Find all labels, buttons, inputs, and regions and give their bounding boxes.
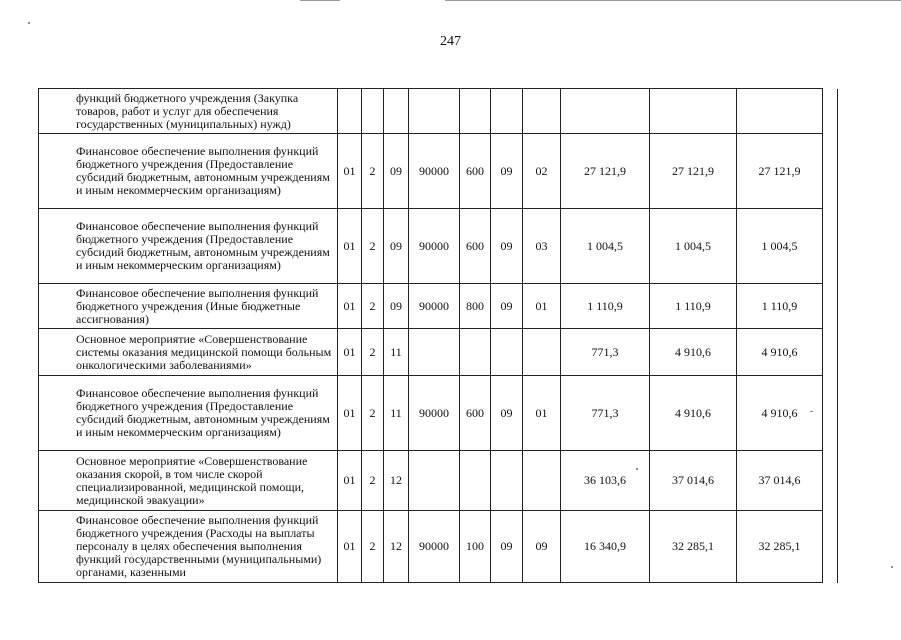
code-cell-c7: 01 (523, 284, 561, 329)
code-cell-c2: 2 (362, 451, 384, 511)
margin-cell (823, 134, 838, 209)
amount-cell-a1: 27 121,9 (561, 134, 650, 209)
code-cell-c5: 600 (460, 376, 491, 451)
code-cell-c7: 03 (523, 209, 561, 284)
code-cell-c4: 90000 (409, 376, 460, 451)
code-cell-c3: 09 (384, 134, 409, 209)
code-cell-c2: 2 (362, 511, 384, 583)
code-cell-c5: 600 (460, 134, 491, 209)
code-cell-c7 (523, 329, 561, 376)
amount-cell-a3: 27 121,9 (737, 134, 823, 209)
row-description: Основное мероприятие «Совершенствование системы оказания медицинской помощи больным онкологическими заболеваниями» (39, 329, 338, 376)
code-cell-c3: 12 (384, 511, 409, 583)
code-cell-c2: 2 (362, 376, 384, 451)
code-cell-c7 (523, 89, 561, 134)
amount-cell-a2 (650, 89, 737, 134)
code-cell-c2: 2 (362, 134, 384, 209)
code-cell-c2: 2 (362, 284, 384, 329)
amount-cell-a2: 37 014,6 (650, 451, 737, 511)
row-description: Основное мероприятие «Совершенствование оказания скорой, в том числе скорой специализированной, медицинской помощи, медицинской эвакуации» (39, 451, 338, 511)
table-row (39, 451, 838, 511)
margin-cell (823, 329, 838, 376)
amount-cell-a1: 16 340,9 (561, 511, 650, 583)
code-cell-c6: 09 (491, 284, 523, 329)
amount-cell-a3: 4 910,6 (737, 376, 823, 451)
code-cell-c7: 09 (523, 511, 561, 583)
row-description: Финансовое обеспечение выполнения функций бюджетного учреждения (Предоставление субсидий бюджетным, автономным учреждениям и иным некоммерческим организациям) (39, 209, 338, 284)
margin-cell (823, 376, 838, 451)
code-cell-c7: 01 (523, 376, 561, 451)
amount-cell-a2: 4 910,6 (650, 376, 737, 451)
amount-cell-a3: 4 910,6 (737, 329, 823, 376)
scan-edge-line (445, 0, 901, 1)
code-cell-c1: 01 (338, 511, 362, 583)
amount-cell-a3: 1 110,9 (737, 284, 823, 329)
code-cell-c6 (491, 329, 523, 376)
table-row (39, 209, 838, 284)
amount-cell-a1: 771,3 (561, 376, 650, 451)
code-cell-c3: 09 (384, 209, 409, 284)
scan-mark: - (810, 406, 814, 417)
row-description: Финансовое обеспечение выполнения функций бюджетного учреждения (Расходы на выплаты персоналу в целях обеспечения выполнения функций государственными (муниципальными) органами, казенными (39, 511, 338, 583)
margin-cell (823, 511, 838, 583)
row-description: Финансовое обеспечение выполнения функций бюджетного учреждения (Иные бюджетные ассигнования) (39, 284, 338, 329)
code-cell-c6: 09 (491, 376, 523, 451)
code-cell-c5 (460, 89, 491, 134)
scan-speck (891, 566, 893, 568)
amount-cell-a1 (561, 89, 650, 134)
amount-cell-a1: 1 110,9 (561, 284, 650, 329)
code-cell-c6: 09 (491, 209, 523, 284)
code-cell-c7 (523, 451, 561, 511)
amount-cell-a2: 4 910,6 (650, 329, 737, 376)
amount-cell-a1: 36 103,6 (561, 451, 650, 511)
row-description: Финансовое обеспечение выполнения функций бюджетного учреждения (Предоставление субсидий бюджетным, автономным учреждениям и иным некоммерческим организациям) (39, 376, 338, 451)
row-description: Финансовое обеспечение выполнения функций бюджетного учреждения (Предоставление субсидий бюджетным, автономным учреждениям и иным некоммерческим организациям) (39, 134, 338, 209)
scan-edge-line (300, 0, 340, 1)
amount-cell-a1: 771,3 (561, 329, 650, 376)
code-cell-c4: 90000 (409, 209, 460, 284)
table-row (39, 89, 838, 134)
row-description: функций бюджетного учреждения (Закупка товаров, работ и услуг для обеспечения государственных (муниципальных) нужд) (39, 89, 338, 134)
amount-cell-a2: 1 110,9 (650, 284, 737, 329)
code-cell-c4 (409, 329, 460, 376)
code-cell-c3: 11 (384, 329, 409, 376)
code-cell-c2: 2 (362, 329, 384, 376)
code-cell-c2: 2 (362, 209, 384, 284)
table-row (39, 134, 838, 209)
code-cell-c6 (491, 451, 523, 511)
code-cell-c6: 09 (491, 511, 523, 583)
table-row (39, 376, 838, 451)
code-cell-c3: 09 (384, 284, 409, 329)
amount-cell-a2: 1 004,5 (650, 209, 737, 284)
code-cell-c1: 01 (338, 209, 362, 284)
code-cell-c1: 01 (338, 329, 362, 376)
margin-cell (823, 89, 838, 134)
code-cell-c3: 12 (384, 451, 409, 511)
code-cell-c4: 90000 (409, 284, 460, 329)
amount-cell-a1: 1 004,5 (561, 209, 650, 284)
page-number: 247 (440, 34, 461, 49)
budget-table (38, 88, 838, 583)
table-row (39, 511, 838, 583)
code-cell-c1: 01 (338, 451, 362, 511)
code-cell-c6: 09 (491, 134, 523, 209)
code-cell-c5 (460, 451, 491, 511)
amount-cell-a2: 32 285,1 (650, 511, 737, 583)
code-cell-c1 (338, 89, 362, 134)
code-cell-c3 (384, 89, 409, 134)
scan-speck (28, 22, 30, 24)
code-cell-c4: 90000 (409, 511, 460, 583)
code-cell-c3: 11 (384, 376, 409, 451)
code-cell-c1: 01 (338, 284, 362, 329)
table-row (39, 284, 838, 329)
code-cell-c5: 800 (460, 284, 491, 329)
code-cell-c6 (491, 89, 523, 134)
amount-cell-a3: 1 004,5 (737, 209, 823, 284)
code-cell-c4: 90000 (409, 134, 460, 209)
code-cell-c1: 01 (338, 376, 362, 451)
amount-cell-a3: 32 285,1 (737, 511, 823, 583)
code-cell-c4 (409, 451, 460, 511)
code-cell-c7: 02 (523, 134, 561, 209)
margin-cell (823, 451, 838, 511)
code-cell-c2 (362, 89, 384, 134)
code-cell-c1: 01 (338, 134, 362, 209)
amount-cell-a2: 27 121,9 (650, 134, 737, 209)
margin-cell (823, 284, 838, 329)
code-cell-c5: 600 (460, 209, 491, 284)
code-cell-c4 (409, 89, 460, 134)
margin-cell (823, 209, 838, 284)
code-cell-c5 (460, 329, 491, 376)
amount-cell-a3: 37 014,6 (737, 451, 823, 511)
table-row (39, 329, 838, 376)
code-cell-c5: 100 (460, 511, 491, 583)
amount-cell-a3 (737, 89, 823, 134)
